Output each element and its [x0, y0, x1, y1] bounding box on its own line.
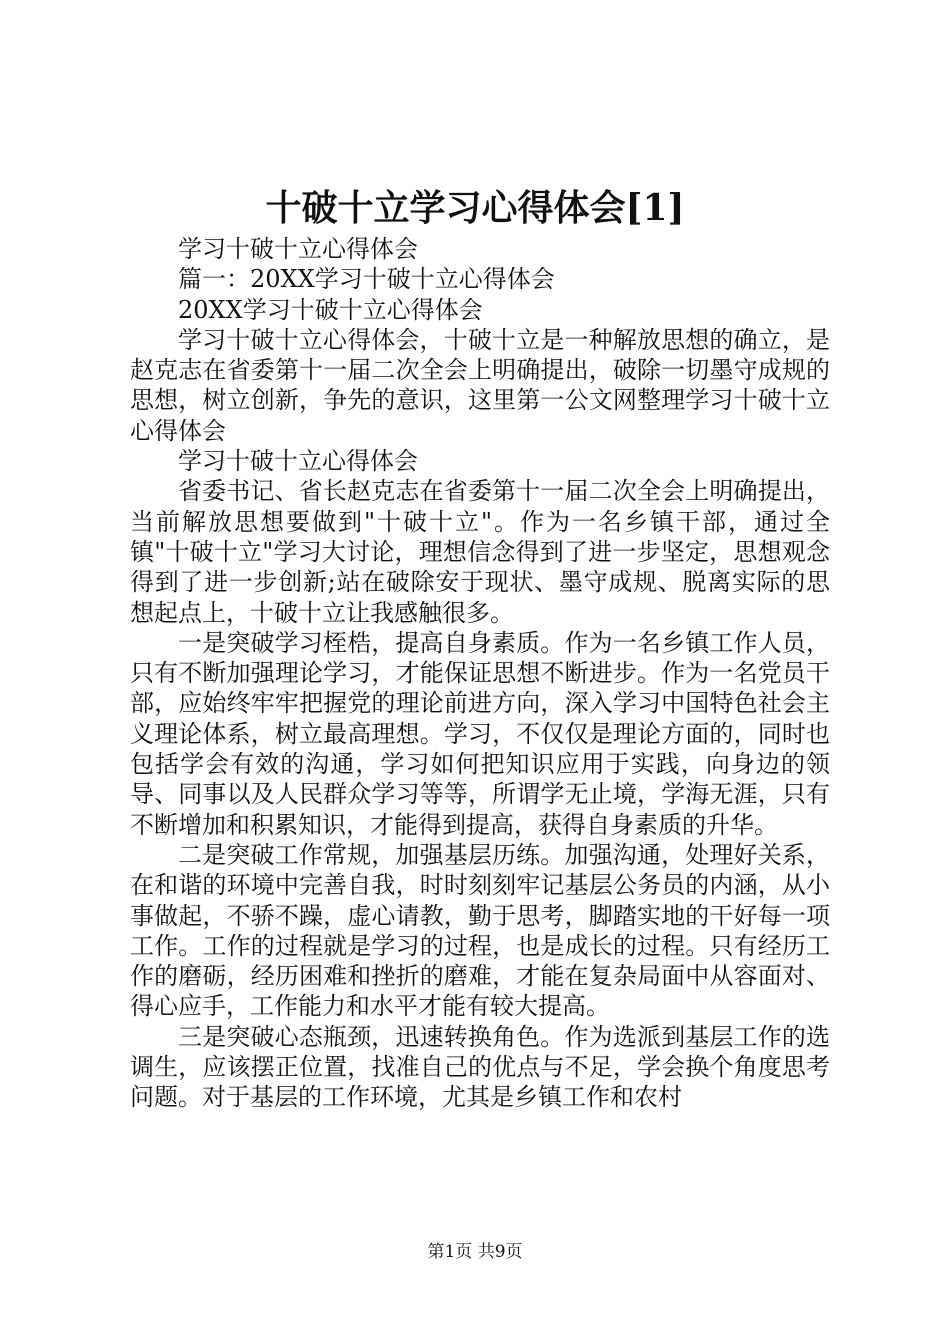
paragraph: 篇一：20XX学习十破十立心得体会	[178, 265, 555, 294]
paragraph: 一是突破学习桎梏，提高自身素质。作为一名乡镇工作人员，只有不断加强理论学习，才能保证思想不断进步。作为一名党员干部，应始终牢牢把握党的理论前进方向，深入学习中国特色社会主义理论体系，树立最高理想。学习，不仅仅是理论方面的，同时也包括学会有效的沟通，学习如何把知识应用于实践，向身边的领导、同事以及人民群众学习等等，所谓学无止境，学海无涯，只有不断增加和积累知识，才能得到提高，获得自身素质的升华。	[130, 628, 830, 839]
paragraph: 学习十破十立心得体会	[178, 447, 418, 476]
paragraph: 20XX学习十破十立心得体会	[178, 295, 483, 324]
paragraph: 二是突破工作常规，加强基层历练。加强沟通，处理好关系，在和谐的环境中完善自我，时时刻刻牢记基层公务员的内涵，从小事做起，不骄不躁，虚心请教，勤于思考，脚踏实地的干好每一项工作。工作的过程就是学习的过程，也是成长的过程。只有经历工作的磨砺，经历困难和挫折的磨难，才能在复杂局面中从容面对、得心应手，工作能力和水平才能有较大提高。	[130, 840, 830, 1021]
paragraph: 学习十破十立心得体会	[178, 235, 418, 263]
paragraph: 省委书记、省长赵克志在省委第十一届二次全会上明确提出，当前解放思想要做到"十破十立"。作为一名乡镇干部，通过全镇"十破十立"学习大讨论，理想信念得到了进一步坚定，思想观念得到了进一步创新;站在破除安于现状、墨守成规、脱离实际的思想起点上，十破十立让我感触很多。	[130, 477, 830, 627]
document-body	[130, 234, 830, 1113]
page-footer: 第1页 共9页	[427, 1242, 523, 1262]
paragraph: 三是突破心态瓶颈，迅速转换角色。作为选派到基层工作的选调生，应该摆正位置，找准自己的优点与不足，学会换个角度思考问题。对于基层的工作环境，尤其是乡镇工作和农村	[130, 1022, 830, 1112]
document-title: 十破十立学习心得体会[1]	[265, 187, 685, 229]
paragraph: 学习十破十立心得体会，十破十立是一种解放思想的确立，是赵克志在省委第十一届二次全会上明确提出，破除一切墨守成规的思想，树立创新，争先的意识，这里第一公文网整理学习十破十立心得体会	[130, 325, 830, 445]
